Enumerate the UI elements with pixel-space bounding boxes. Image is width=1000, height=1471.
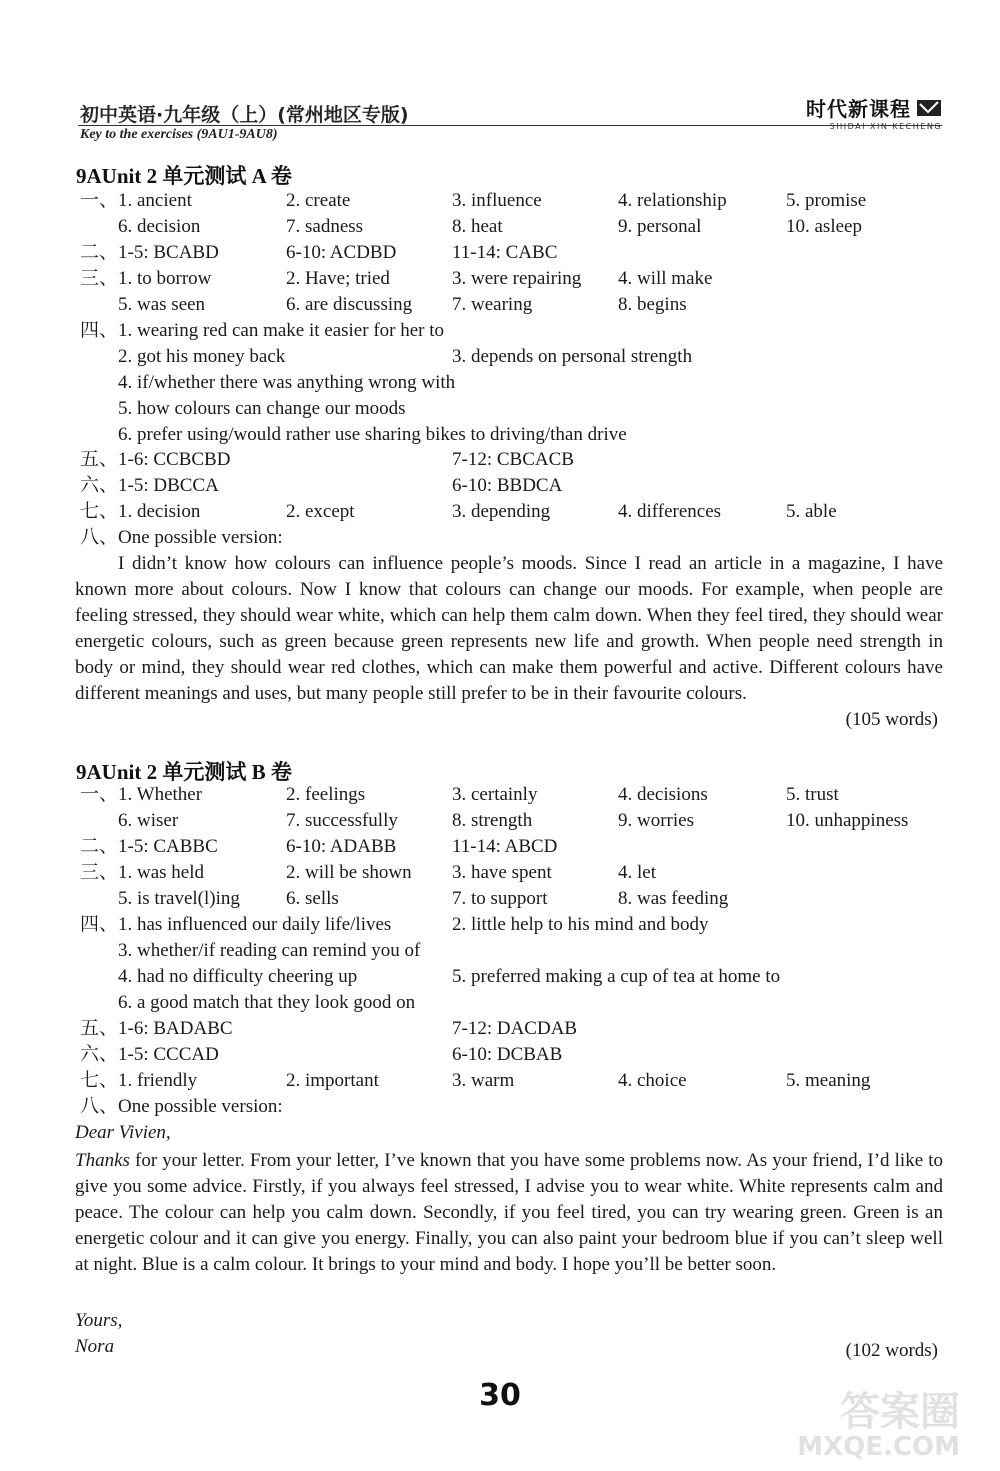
answer: 7-12: DACDAB [452, 1018, 578, 1039]
answer: 10. unhappiness [786, 810, 909, 831]
answer: 6. sells [286, 888, 339, 909]
q-label: 七、 [80, 501, 119, 522]
answer: 11-14: CABC [452, 242, 558, 263]
answer: 6-10: ADABB [286, 836, 397, 857]
answer: 3. depends on personal strength [452, 346, 693, 367]
answer: 4. differences [618, 501, 722, 522]
answer: 1-5: BCABD [118, 242, 219, 263]
b-q4-line3 [0, 964, 1000, 990]
answer: 7-12: CBCACB [452, 449, 574, 470]
answer: 9. personal [618, 216, 702, 237]
watermark-site: MXQE.COM [797, 1432, 960, 1462]
b-q7-row [0, 1068, 1000, 1094]
answer: 6-10: DCBAB [452, 1044, 563, 1065]
q-label: 二、 [80, 836, 119, 857]
b-q4-line1 [0, 912, 1000, 938]
a-q6-row [0, 473, 1000, 499]
q-label: 二、 [80, 242, 119, 263]
answer: 2. Have; tried [286, 268, 390, 289]
brand-pinyin: SHIDAI XIN KECHENG [829, 122, 942, 131]
a-q3-row1 [0, 266, 1000, 292]
answer: 8. heat [452, 216, 503, 237]
a-q4-line5 [0, 422, 1000, 448]
answer: 2. feelings [286, 784, 366, 805]
answer: 4. let [618, 862, 656, 883]
b-q4-line4 [0, 990, 1000, 1016]
answer: 3. depending [452, 501, 551, 522]
b-q8-intro [0, 1094, 1000, 1120]
answer: 3. whether/if reading can remind you of [118, 940, 421, 961]
a-q1-row2 [0, 214, 1000, 240]
answer: 3. warm [452, 1070, 515, 1091]
answer: 5. trust [786, 784, 839, 805]
q-label: 四、 [80, 914, 119, 935]
answer: 6-10: BBDCA [452, 475, 563, 496]
answer: 10. asleep [786, 216, 862, 237]
answer: 11-14: ABCD [452, 836, 558, 857]
letter-thanks-word: Thanks [75, 1150, 130, 1171]
q-label: 三、 [80, 268, 119, 289]
answer: 3. influence [452, 190, 542, 211]
brand-logo [806, 93, 942, 131]
book-title: 初中英语·九年级（上）(常州地区专版) [80, 104, 409, 126]
q-label: 八、 [80, 527, 119, 548]
answer: 1-5: CCCAD [118, 1044, 219, 1065]
q-label: 一、 [80, 784, 119, 805]
answer: 1. ancient [118, 190, 192, 211]
answer: 5. able [786, 501, 837, 522]
a-q4-line3 [0, 370, 1000, 396]
answer: 2. got his money back [118, 346, 286, 367]
q-label: 七、 [80, 1070, 119, 1091]
answer: 5. promise [786, 190, 867, 211]
answer: 4. choice [618, 1070, 687, 1091]
b-q6-row [0, 1042, 1000, 1068]
a-q5-row [0, 447, 1000, 473]
b-q3-row2 [0, 886, 1000, 912]
answer: 5. preferred making a cup of tea at home to [452, 966, 781, 987]
answer: One possible version: [118, 1096, 283, 1117]
q-label: 三、 [80, 862, 119, 883]
answer: 2. create [286, 190, 351, 211]
a-q4-line4 [0, 396, 1000, 422]
book-subtitle: Key to the exercises (9AU1-9AU8) [80, 127, 278, 142]
a-q4-line2 [0, 344, 1000, 370]
a-word-count: (105 words) [845, 709, 938, 730]
b-q1-row1 [0, 782, 1000, 808]
answer: 1. Whether [118, 784, 203, 805]
q-label: 六、 [80, 475, 119, 496]
watermark-text: 答案圈 [840, 1389, 960, 1435]
a-q8-intro [0, 525, 1000, 551]
answer: 7. to support [452, 888, 548, 909]
brand-name: 时代新课程 [806, 97, 911, 121]
answer: 9. worries [618, 810, 694, 831]
answer: 6. are discussing [286, 294, 413, 315]
section-b-title: 9AUnit 2 单元测试 B 卷 [76, 760, 292, 784]
letter-greeting: Dear Vivien, [75, 1122, 171, 1143]
q-label: 六、 [80, 1044, 119, 1065]
answer: 6. a good match that they look good on [118, 992, 416, 1013]
answer: 6-10: ACDBD [286, 242, 397, 263]
answer: 5. meaning [786, 1070, 871, 1091]
answer: 5. was seen [118, 294, 206, 315]
a-q3-row2 [0, 292, 1000, 318]
answer: 1. friendly [118, 1070, 198, 1091]
answer: 1-6: BADABC [118, 1018, 233, 1039]
answer: 4. will make [618, 268, 713, 289]
b-q2-row [0, 834, 1000, 860]
answer: 1. wearing red can make it easier for her to [118, 320, 445, 341]
answer: 7. successfully [286, 810, 398, 831]
answer: 2. except [286, 501, 355, 522]
b-q3-row1 [0, 860, 1000, 886]
answer: 3. certainly [452, 784, 538, 805]
answer: 2. important [286, 1070, 379, 1091]
page-number: 30 [479, 1378, 521, 1413]
letter-body [75, 1148, 943, 1278]
answer: 1. has influenced our daily life/lives [118, 914, 392, 935]
answer: 1. to borrow [118, 268, 212, 289]
answer: 1-5: DBCCA [118, 475, 219, 496]
section-a-title: 9AUnit 2 单元测试 A 卷 [76, 164, 292, 188]
q-label: 五、 [80, 1018, 119, 1039]
answer: 7. wearing [452, 294, 533, 315]
a-q1-row1 [0, 188, 1000, 214]
b-q1-row2 [0, 808, 1000, 834]
answer: 4. had no difficulty cheering up [118, 966, 358, 987]
q-label: 八、 [80, 1096, 119, 1117]
answer: 3. have spent [452, 862, 552, 883]
answer: 8. was feeding [618, 888, 729, 909]
answer: 4. if/whether there was anything wrong with [118, 372, 456, 393]
answer: 1. was held [118, 862, 205, 883]
letter-body-text: for your letter. From your letter, I’ve known that you have some problems now. As your friend, I’d like to give you some advice. Firstly, if you always feel stressed, I advise you to wear white. White represents calm and peace. The colour can help you calm down. Secondly, if you feel tired, you can try wearing green. Green is an energetic colour and it can give you energy. Finally, you can also paint your bedroom blue if you can’t sleep well at night. Blue is a calm colour. It brings to your mind and body. I hope you’ll be better soon. [75, 1150, 943, 1275]
answer: 8. begins [618, 294, 687, 315]
b-q4-line2 [0, 938, 1000, 964]
letter-signature: Nora [75, 1336, 115, 1357]
answer: 4. decisions [618, 784, 708, 805]
a-q4-line1 [0, 318, 1000, 344]
answer: 7. sadness [286, 216, 364, 237]
answer: 4. relationship [618, 190, 727, 211]
a-q7-row [0, 499, 1000, 525]
q-label: 五、 [80, 449, 119, 470]
letter-closing: Yours, [75, 1310, 123, 1331]
a-essay: I didn’t know how colours can influence people’s moods. Since I read an article in a magazine, I have known more about colours. Now I know that colours can change our moods. For example, when people are feeling stressed, they should wear white, which can help them calm down. When they feel tired, they should wear energetic colours, such as green because green represents new life and growth. When people need strength in body or mind, they should wear red clothes, which can make them powerful and active. Different colours have different meanings and uses, but many people still prefer to be in their favourite colours. [75, 553, 943, 704]
answer: 6. prefer using/would rather use sharing bikes to driving/than drive [118, 424, 627, 445]
brand-mark-icon [916, 98, 942, 118]
answer: 1-6: CCBCBD [118, 449, 231, 470]
b-q5-row [0, 1016, 1000, 1042]
answer: 1-5: CABBC [118, 836, 218, 857]
answer: 2. will be shown [286, 862, 412, 883]
answer: 2. little help to his mind and body [452, 914, 709, 935]
answer: 8. strength [452, 810, 533, 831]
answer: 1. decision [118, 501, 201, 522]
answer: 3. were repairing [452, 268, 582, 289]
answer: 6. wiser [118, 810, 179, 831]
answer: 5. how colours can change our moods [118, 398, 406, 419]
answer: 6. decision [118, 216, 201, 237]
answer: 5. is travel(l)ing [118, 888, 240, 909]
q-label: 四、 [80, 320, 119, 341]
b-word-count: (102 words) [845, 1340, 938, 1361]
q-label: 一、 [80, 190, 119, 211]
a-q2-row [0, 240, 1000, 266]
answer: One possible version: [118, 527, 283, 548]
